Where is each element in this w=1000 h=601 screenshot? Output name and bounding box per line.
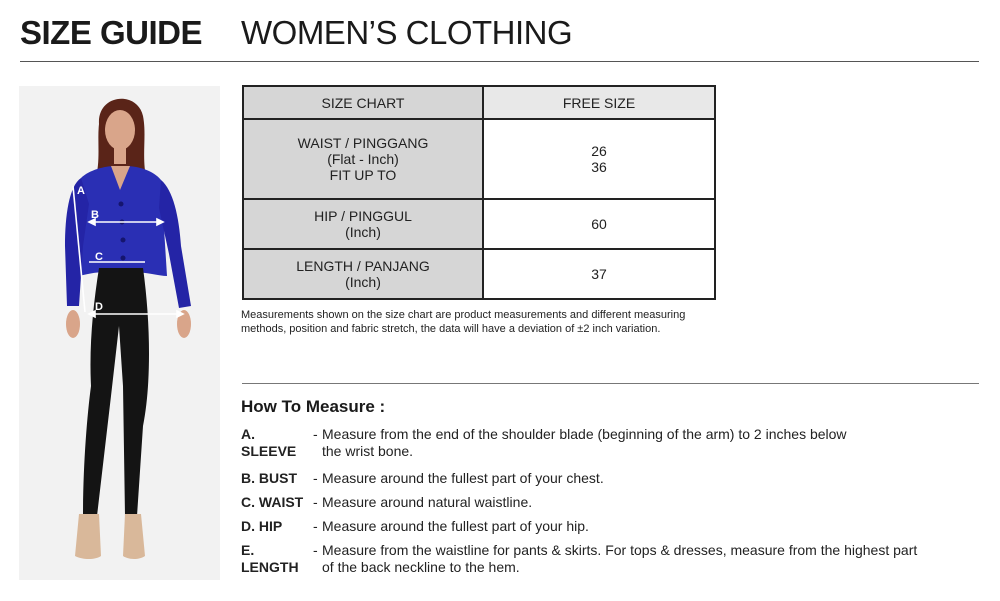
waist-value: 26 — [591, 143, 607, 159]
table-row — [243, 249, 715, 299]
step-desc-line-2: the wrist bone. — [322, 443, 414, 459]
how-to-measure-heading: How To Measure : — [241, 397, 386, 416]
list-item — [241, 426, 986, 460]
label-d: D — [95, 301, 103, 313]
step-dash: - — [313, 542, 318, 558]
section-divider — [242, 383, 979, 384]
step-dash: - — [313, 494, 318, 510]
step-desc: Measure around the fullest part of your hip. — [322, 518, 589, 534]
header-divider — [20, 61, 979, 62]
step-key: E. LENGTH — [241, 542, 299, 575]
measurement-note — [241, 308, 761, 336]
note-line-1: Measurements shown on the size chart are product measurements and different measuring — [241, 309, 686, 321]
step-desc: Measure around natural waistline. — [322, 494, 533, 510]
step-desc-line-1: Measure from the waistline for pants & skirts. For tops & dresses, measure from the highest part — [322, 542, 918, 558]
step-key: B. BUST — [241, 470, 297, 486]
label-b: B — [91, 209, 99, 221]
list-item — [241, 494, 986, 511]
hip-unit: (Inch) — [345, 224, 381, 240]
step-dash: - — [313, 426, 318, 442]
list-item — [241, 542, 986, 576]
how-to-measure-list — [241, 426, 986, 576]
col-header-free-size: FREE SIZE — [483, 86, 715, 119]
step-desc-line-2: of the back neckline to the hem. — [322, 559, 520, 575]
step-dash: - — [313, 518, 318, 534]
hip-label: HIP / PINGGUL — [314, 208, 412, 224]
length-unit: (Inch) — [345, 274, 381, 290]
table-header-row — [243, 86, 715, 119]
step-dash: - — [313, 470, 318, 486]
step-desc-line-1: Measure from the end of the shoulder blade (beginning of the arm) to 2 inches below — [322, 426, 847, 442]
step-key: D. HIP — [241, 518, 283, 534]
fit-up-to-value: 36 — [591, 159, 607, 175]
table-row — [243, 119, 715, 199]
list-item — [241, 470, 986, 487]
label-a: A — [77, 185, 85, 197]
row-value-waist — [483, 119, 715, 199]
row-label-length — [243, 249, 483, 299]
note-line-2: methods, position and fabric stretch, the data will have a deviation of ±2 inch variation. — [241, 323, 661, 335]
page-subtitle: WOMEN’S CLOTHING — [241, 14, 573, 51]
row-label-hip — [243, 199, 483, 249]
step-key: C. WAIST — [241, 494, 304, 510]
page-title: SIZE GUIDE — [20, 14, 203, 51]
step-desc: Measure around the fullest part of your chest. — [322, 470, 604, 486]
step-desc — [322, 426, 986, 460]
waist-label: WAIST / PINGGANG — [297, 135, 429, 151]
step-desc — [322, 542, 986, 576]
length-value: 37 — [483, 249, 715, 299]
model-illustration — [19, 86, 220, 580]
col-header-size-chart: SIZE CHART — [243, 86, 483, 119]
row-label-waist — [243, 119, 483, 199]
list-item — [241, 518, 986, 535]
label-c: C — [95, 251, 103, 263]
length-label: LENGTH / PANJANG — [296, 258, 430, 274]
fit-up-to-label: FIT UP TO — [329, 167, 397, 183]
size-chart-table — [242, 85, 716, 300]
waist-unit: (Flat - Inch) — [327, 151, 399, 167]
table-row — [243, 199, 715, 249]
step-key: A. SLEEVE — [241, 426, 297, 459]
model-photo — [19, 86, 220, 580]
hip-value: 60 — [483, 199, 715, 249]
